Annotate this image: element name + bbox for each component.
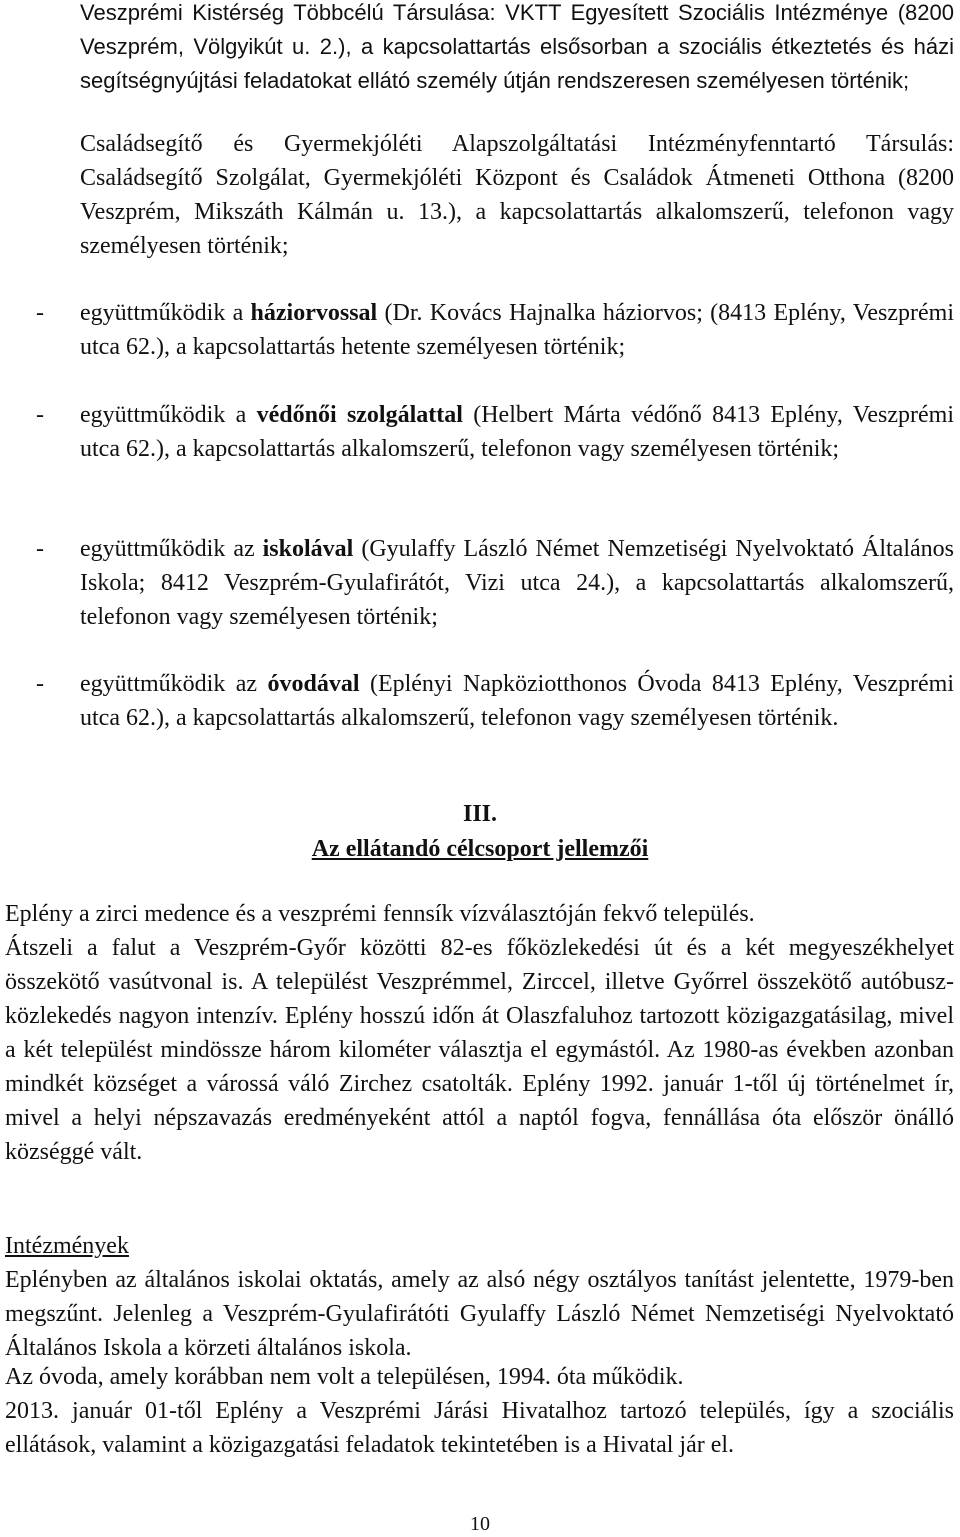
institutions-paragraph-3: 2013. január 01-től Eplény a Veszprémi Járási Hivatalhoz tartozó település, így a szociális ellátások, valamint a közigazgatási feladatok tekintetében is a Hivatal jár el. <box>5 1398 954 1458</box>
bullet-vedonoi <box>80 398 954 466</box>
bullet-text-pre: együttműködik az <box>80 671 268 697</box>
bullet-dash: - <box>36 402 44 428</box>
page-number: 10 <box>470 1513 490 1535</box>
bullet-text-post: (Helbert Márta védőnő 8413 Eplény, Veszprémi utca 62.), a kapcsolattartás alkalomszerű, telefonon vagy személyesen történik; <box>80 402 954 462</box>
bullet-bold: óvodával <box>267 671 360 697</box>
institutions-heading-wrap <box>5 1229 954 1263</box>
bullet-iskola <box>80 532 954 634</box>
paragraph-eplen-history: Átszeli a falut a Veszprém-Győr közötti 82-es főközlekedési út és a két megyeszékhelyet összekötő vasútvonal is. A települést Veszprémmel, Zirccel, illetve Győrrel összekötő autóbusz-közlekedés nagyon intenzív. Eplény hosszú időn át Olaszfaluhoz tartozott közigazgatásilag, mivel a két települést mindössze három kilométer választja el egymástól. Az 1980-as években azonban mindkét községet a várossá váló Zirchez csatolták. Eplény 1992. január 1-től új történelmet ír, mivel a helyi népszavazás eredményeként attól a naptól fogva, fennállása óta először önálló községgé vált. <box>5 935 954 1165</box>
institutions-heading: Intézmények <box>5 1233 129 1259</box>
bullet-dash: - <box>36 536 44 562</box>
bullet-text-post: (Gyulaffy László Német Nemzetiségi Nyelvoktató Általános Iskola; 8412 Veszprém-Gyulafirátót, Vizi utca 24.), a kapcsolattartás alkalomszerű, telefonon vagy személyesen történik; <box>80 536 954 630</box>
section-title: Az ellátandó célcsoport jellemzői <box>311 836 649 862</box>
bullet-bold: védőnői szolgálattal <box>256 402 463 428</box>
bullet-text-pre: együttműködik a <box>80 300 251 326</box>
bullet-text-pre: együttműködik az <box>80 536 263 562</box>
bullet-text-pre: együttműködik a <box>80 402 257 428</box>
intro-paragraph: Veszprémi Kistérség Többcélú Társulása: VKTT Egyesített Szociális Intézménye (8200 Veszprém, Völgyikút u. 2.), a kapcsolattartás elsősorban a szociális étkeztetés és házi segítségnyújtási feladatokat ellátó személy útján rendszeresen személyesen történik; <box>80 0 954 93</box>
csaladsegito-paragraph: Családsegítő és Gyermekjóléti Alapszolgáltatási Intézményfenntartó Társulás: Családsegítő Szolgálat, Gyermekjóléti Központ és Családok Átmeneti Otthona (8200 Veszprém, Mikszáth Kálmán u. 13.), a kapcsolattartás alkalomszerű, telefonon vagy személyesen történik; <box>80 131 954 259</box>
section-number: III. <box>462 801 498 827</box>
institutions-paragraph-1: Eplényben az általános iskolai oktatás, amely az alsó négy osztályos tanítást jelentette, 1979-ben megszűnt. Jelenleg a Veszprém-Gyulafirátóti Gyulaffy László Német Nemzetiségi Nyelvoktató Általános Iskola a körzeti általános iskola. <box>5 1267 954 1361</box>
bullet-text-post: (Eplényi Napköziotthonos Óvoda 8413 Eplény, Veszprémi utca 62.), a kapcsolattartás alkalomszerű, telefonon vagy személyesen történik. <box>80 671 954 731</box>
bullet-text-post: (Dr. Kovács Hajnalka háziorvos; (8413 Eplény, Veszprémi utca 62.), a kapcsolattartás hetente személyesen történik; <box>80 300 955 360</box>
paragraph-eplen-intro: Eplény a zirci medence és a veszprémi fennsík vízválasztóján fekvő település. <box>5 901 755 927</box>
bullet-ovoda <box>80 667 954 735</box>
bullet-dash: - <box>36 300 44 326</box>
section-title-wrap <box>0 832 960 866</box>
bullet-haziorvos <box>80 296 954 364</box>
bullet-dash: - <box>36 671 44 697</box>
bullet-bold: iskolával <box>262 536 354 562</box>
bullet-bold: háziorvossal <box>250 300 378 326</box>
institutions-paragraph-2: Az óvoda, amely korábban nem volt a településen, 1994. óta működik. <box>5 1364 684 1390</box>
